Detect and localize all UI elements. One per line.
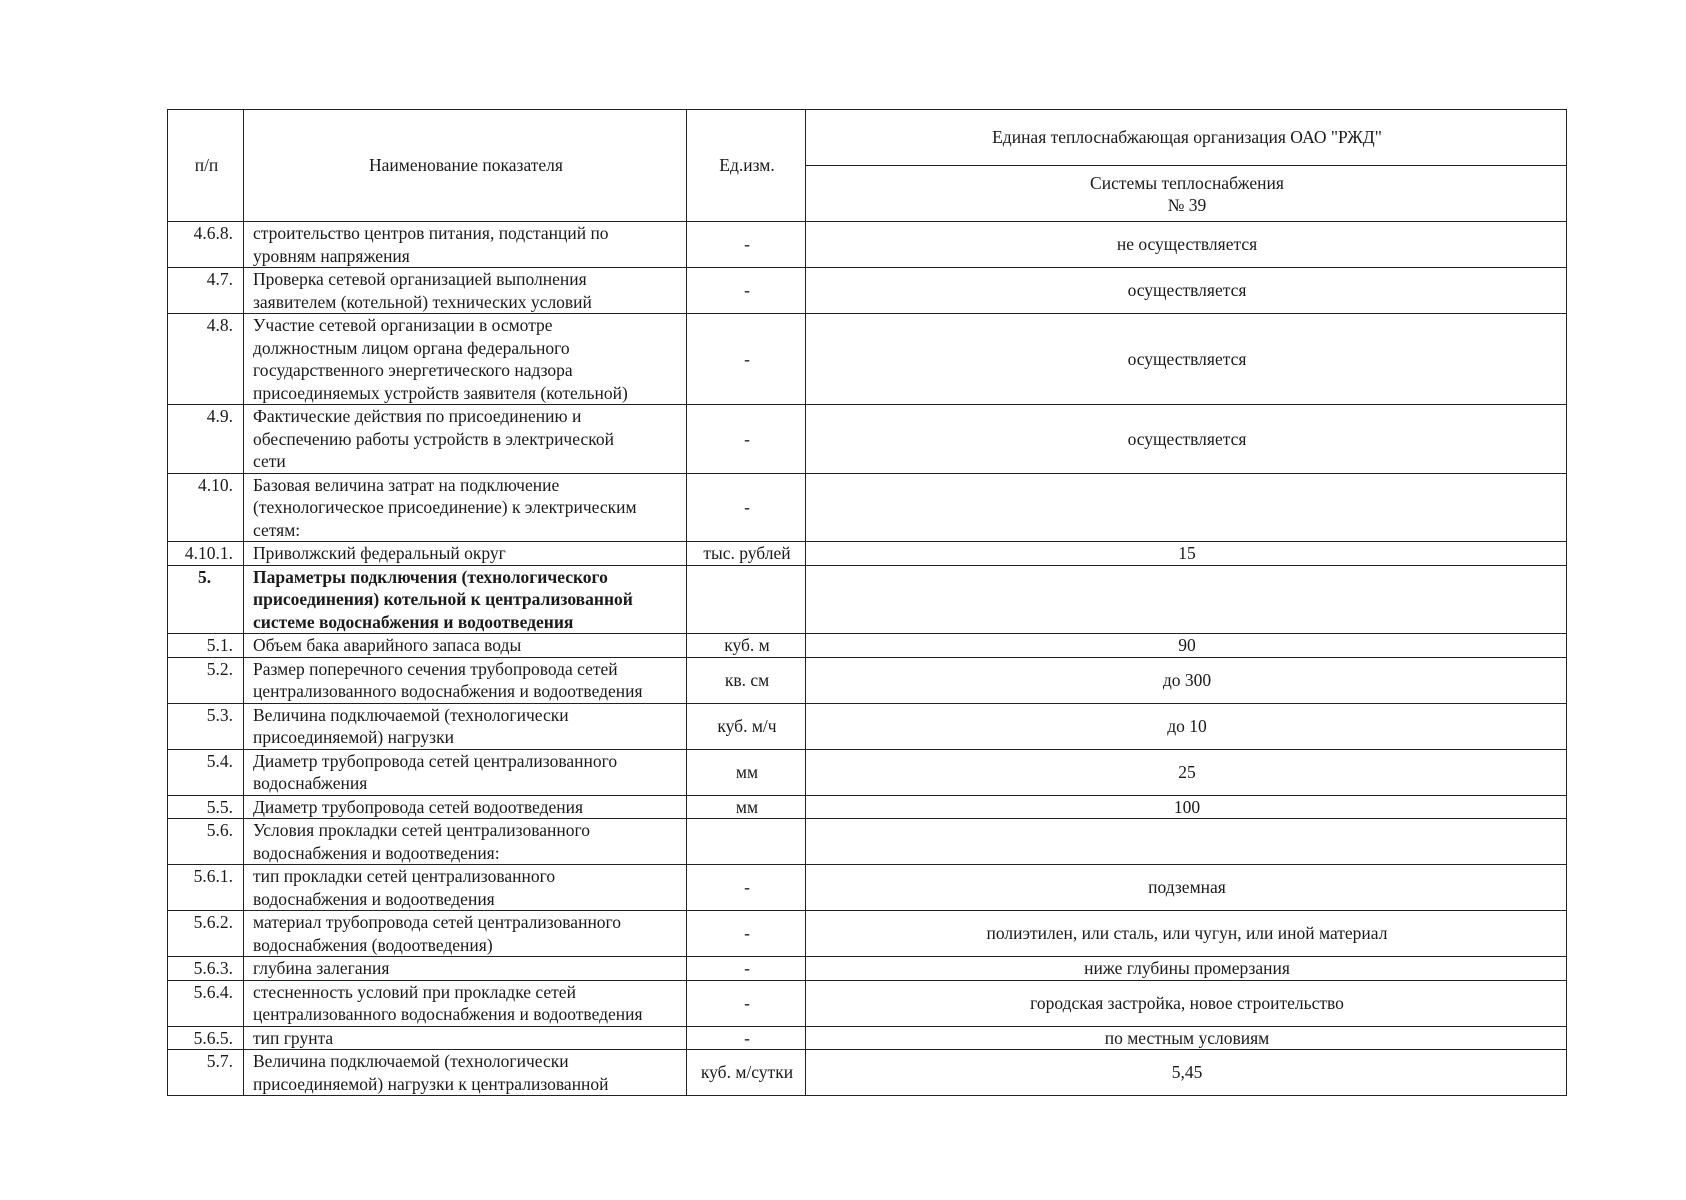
indicator-name-line: Размер поперечного сечения трубопровода сетей bbox=[253, 658, 618, 679]
row-number: 5.5. bbox=[168, 795, 244, 819]
header-name: Наименование показателя bbox=[244, 110, 687, 222]
indicator-name bbox=[244, 819, 687, 865]
indicator-name-line: Величина подключаемой (технологически bbox=[253, 1051, 569, 1071]
indicator-value: городская застройка, новое строительство bbox=[806, 980, 1567, 1026]
indicator-name-line: стесненность условий при прокладке сетей bbox=[253, 981, 576, 1002]
indicator-value: по местным условиям bbox=[806, 1026, 1567, 1050]
table-row bbox=[168, 314, 1567, 405]
header-systems bbox=[806, 166, 1567, 222]
indicator-value: ниже глубины промерзания bbox=[806, 957, 1567, 981]
row-number: 5.6.3. bbox=[168, 957, 244, 981]
unit-of-measure: мм bbox=[687, 795, 806, 819]
table-row bbox=[168, 749, 1567, 795]
row-number: 5.6.5. bbox=[168, 1026, 244, 1050]
unit-of-measure: - bbox=[687, 1026, 806, 1050]
row-number: 5.6.1. bbox=[168, 865, 244, 911]
table-row bbox=[168, 268, 1567, 314]
unit-of-measure: мм bbox=[687, 749, 806, 795]
indicator-name bbox=[244, 314, 687, 405]
indicator-name bbox=[244, 634, 687, 658]
row-number: 4.6.8. bbox=[168, 222, 244, 268]
row-number: 5. bbox=[168, 565, 244, 634]
indicator-name-line: присоединения) котельной к централизованной bbox=[253, 589, 633, 609]
unit-of-measure: куб. м bbox=[687, 634, 806, 658]
indicator-value: подземная bbox=[806, 865, 1567, 911]
indicator-value bbox=[806, 565, 1567, 634]
table-row bbox=[168, 819, 1567, 865]
indicator-value: осуществляется bbox=[806, 268, 1567, 314]
row-number: 5.3. bbox=[168, 703, 244, 749]
indicator-value: до 300 bbox=[806, 657, 1567, 703]
table-row bbox=[168, 865, 1567, 911]
indicator-name-line: водоснабжения и водоотведения bbox=[253, 888, 495, 909]
indicator-name-line: Условия прокладки сетей централизованного bbox=[253, 820, 590, 840]
row-number: 5.6. bbox=[168, 819, 244, 865]
unit-of-measure: - bbox=[687, 473, 806, 542]
unit-of-measure: - bbox=[687, 957, 806, 981]
table-row bbox=[168, 1026, 1567, 1050]
table-row bbox=[168, 703, 1567, 749]
indicator-name-line: материал трубопровода сетей централизованного bbox=[253, 912, 622, 932]
header-unit: Ед.изм. bbox=[687, 110, 806, 222]
indicator-name bbox=[244, 1026, 687, 1050]
indicator-name-line: Базовая величина затрат на подключение bbox=[253, 474, 560, 495]
indicator-name bbox=[244, 749, 687, 795]
row-number: 5.7. bbox=[168, 1050, 244, 1096]
row-number: 4.10. bbox=[168, 473, 244, 542]
table-row bbox=[168, 542, 1567, 566]
indicator-value: полиэтилен, или сталь, или чугун, или иной материал bbox=[806, 911, 1567, 957]
indicator-name bbox=[244, 911, 687, 957]
indicator-name-line: государственного энергетического надзора bbox=[253, 360, 573, 380]
indicator-value: осуществляется bbox=[806, 314, 1567, 405]
unit-of-measure: тыс. рублей bbox=[687, 542, 806, 566]
table-row bbox=[168, 957, 1567, 981]
indicator-name bbox=[244, 268, 687, 314]
table-row bbox=[168, 911, 1567, 957]
table-row bbox=[168, 565, 1567, 634]
indicator-value: осуществляется bbox=[806, 405, 1567, 474]
row-number: 5.6.4. bbox=[168, 980, 244, 1026]
indicator-name-line: строительство центров питания, подстанций по bbox=[253, 223, 609, 243]
indicator-name bbox=[244, 957, 687, 981]
unit-of-measure: куб. м/ч bbox=[687, 703, 806, 749]
indicator-name-line: централизованного водоснабжения и водоотведения bbox=[253, 1004, 643, 1024]
indicator-name-line: глубина залегания bbox=[253, 958, 390, 978]
indicator-value: 5,45 bbox=[806, 1050, 1567, 1096]
indicator-name bbox=[244, 1050, 687, 1096]
indicator-value: 90 bbox=[806, 634, 1567, 658]
indicator-name-line: Фактические действия по присоединению и bbox=[253, 406, 582, 426]
indicators-table bbox=[167, 109, 1567, 1096]
indicator-name bbox=[244, 473, 687, 542]
indicator-value: 100 bbox=[806, 795, 1567, 819]
unit-of-measure: - bbox=[687, 865, 806, 911]
header-organization: Единая теплоснабжающая организация ОАО "РЖД" bbox=[806, 110, 1567, 166]
indicator-name-line: (технологическое присоединение) к электрическим bbox=[253, 497, 637, 517]
table-row bbox=[168, 222, 1567, 268]
indicator-name-line: сетям: bbox=[253, 519, 301, 540]
table-row bbox=[168, 405, 1567, 474]
unit-of-measure: - bbox=[687, 911, 806, 957]
unit-of-measure: - bbox=[687, 314, 806, 405]
indicator-name bbox=[244, 222, 687, 268]
indicator-value bbox=[806, 473, 1567, 542]
row-number: 4.8. bbox=[168, 314, 244, 405]
header-systems-line1: Системы теплоснабжения bbox=[1090, 172, 1284, 193]
indicator-name-line: централизованного водоснабжения и водоотведения bbox=[253, 681, 643, 701]
indicator-name-line: тип прокладки сетей централизованного bbox=[253, 866, 556, 886]
unit-of-measure: - bbox=[687, 268, 806, 314]
unit-of-measure: куб. м/сутки bbox=[687, 1050, 806, 1096]
indicator-name bbox=[244, 542, 687, 566]
indicator-value bbox=[806, 819, 1567, 865]
unit-of-measure bbox=[687, 819, 806, 865]
indicator-name-line: водоснабжения (водоотведения) bbox=[253, 934, 493, 955]
indicator-name-line: тип грунта bbox=[253, 1027, 334, 1048]
indicator-value: не осуществляется bbox=[806, 222, 1567, 268]
row-number: 4.9. bbox=[168, 405, 244, 474]
unit-of-measure: - bbox=[687, 980, 806, 1026]
row-number: 4.7. bbox=[168, 268, 244, 314]
unit-of-measure bbox=[687, 565, 806, 634]
indicator-name-line: Участие сетевой организации в осмотре bbox=[253, 315, 553, 335]
indicator-name-line: сети bbox=[253, 451, 286, 471]
indicator-name-line: Диаметр трубопровода сетей централизованного bbox=[253, 750, 618, 771]
table-row bbox=[168, 634, 1567, 658]
indicator-name-line: Величина подключаемой (технологически bbox=[253, 704, 569, 725]
unit-of-measure: - bbox=[687, 222, 806, 268]
indicator-name-line: водоснабжения и водоотведения: bbox=[253, 842, 500, 863]
indicator-name-line: заявителем (котельной) технических условий bbox=[253, 291, 592, 312]
table-row bbox=[168, 795, 1567, 819]
indicator-name bbox=[244, 657, 687, 703]
indicator-value: 15 bbox=[806, 542, 1567, 566]
row-number: 5.6.2. bbox=[168, 911, 244, 957]
indicator-value: до 10 bbox=[806, 703, 1567, 749]
indicator-name bbox=[244, 565, 687, 634]
indicator-name-line: Объем бака аварийного запаса воды bbox=[253, 635, 522, 655]
indicator-name-line: системе водоснабжения и водоотведения bbox=[253, 611, 574, 632]
indicator-name bbox=[244, 980, 687, 1026]
table-row bbox=[168, 657, 1567, 703]
row-number: 5.1. bbox=[168, 634, 244, 658]
indicator-name-line: водоснабжения bbox=[253, 773, 368, 793]
table-header bbox=[168, 110, 1567, 222]
indicator-name-line: присоединяемых устройств заявителя (котельной) bbox=[253, 382, 628, 403]
table-body bbox=[168, 222, 1567, 1096]
indicator-name bbox=[244, 703, 687, 749]
table-row bbox=[168, 980, 1567, 1026]
indicator-name-line: Параметры подключения (технологического bbox=[253, 566, 608, 587]
indicator-name-line: Проверка сетевой организацией выполнения bbox=[253, 269, 587, 289]
indicator-name-line: присоединяемой) нагрузки к централизованной bbox=[253, 1073, 609, 1094]
table-row bbox=[168, 473, 1567, 542]
indicator-name-line: должностным лицом органа федерального bbox=[253, 337, 570, 358]
unit-of-measure: - bbox=[687, 405, 806, 474]
indicator-name-line: обеспечению работы устройств в электрической bbox=[253, 428, 614, 449]
header-num: п/п bbox=[168, 110, 244, 222]
indicator-name bbox=[244, 405, 687, 474]
indicator-name bbox=[244, 865, 687, 911]
header-systems-line2: № 39 bbox=[1167, 194, 1207, 215]
row-number: 5.2. bbox=[168, 657, 244, 703]
row-number: 5.4. bbox=[168, 749, 244, 795]
indicator-name-line: Приволжский федеральный округ bbox=[253, 543, 506, 563]
unit-of-measure: кв. см bbox=[687, 657, 806, 703]
indicator-name-line: присоединяемой) нагрузки bbox=[253, 727, 454, 747]
indicator-name bbox=[244, 795, 687, 819]
row-number: 4.10.1. bbox=[168, 542, 244, 566]
indicator-name-line: уровням напряжения bbox=[253, 245, 410, 266]
indicator-value: 25 bbox=[806, 749, 1567, 795]
indicator-name-line: Диаметр трубопровода сетей водоотведения bbox=[253, 796, 584, 817]
table-row bbox=[168, 1050, 1567, 1096]
